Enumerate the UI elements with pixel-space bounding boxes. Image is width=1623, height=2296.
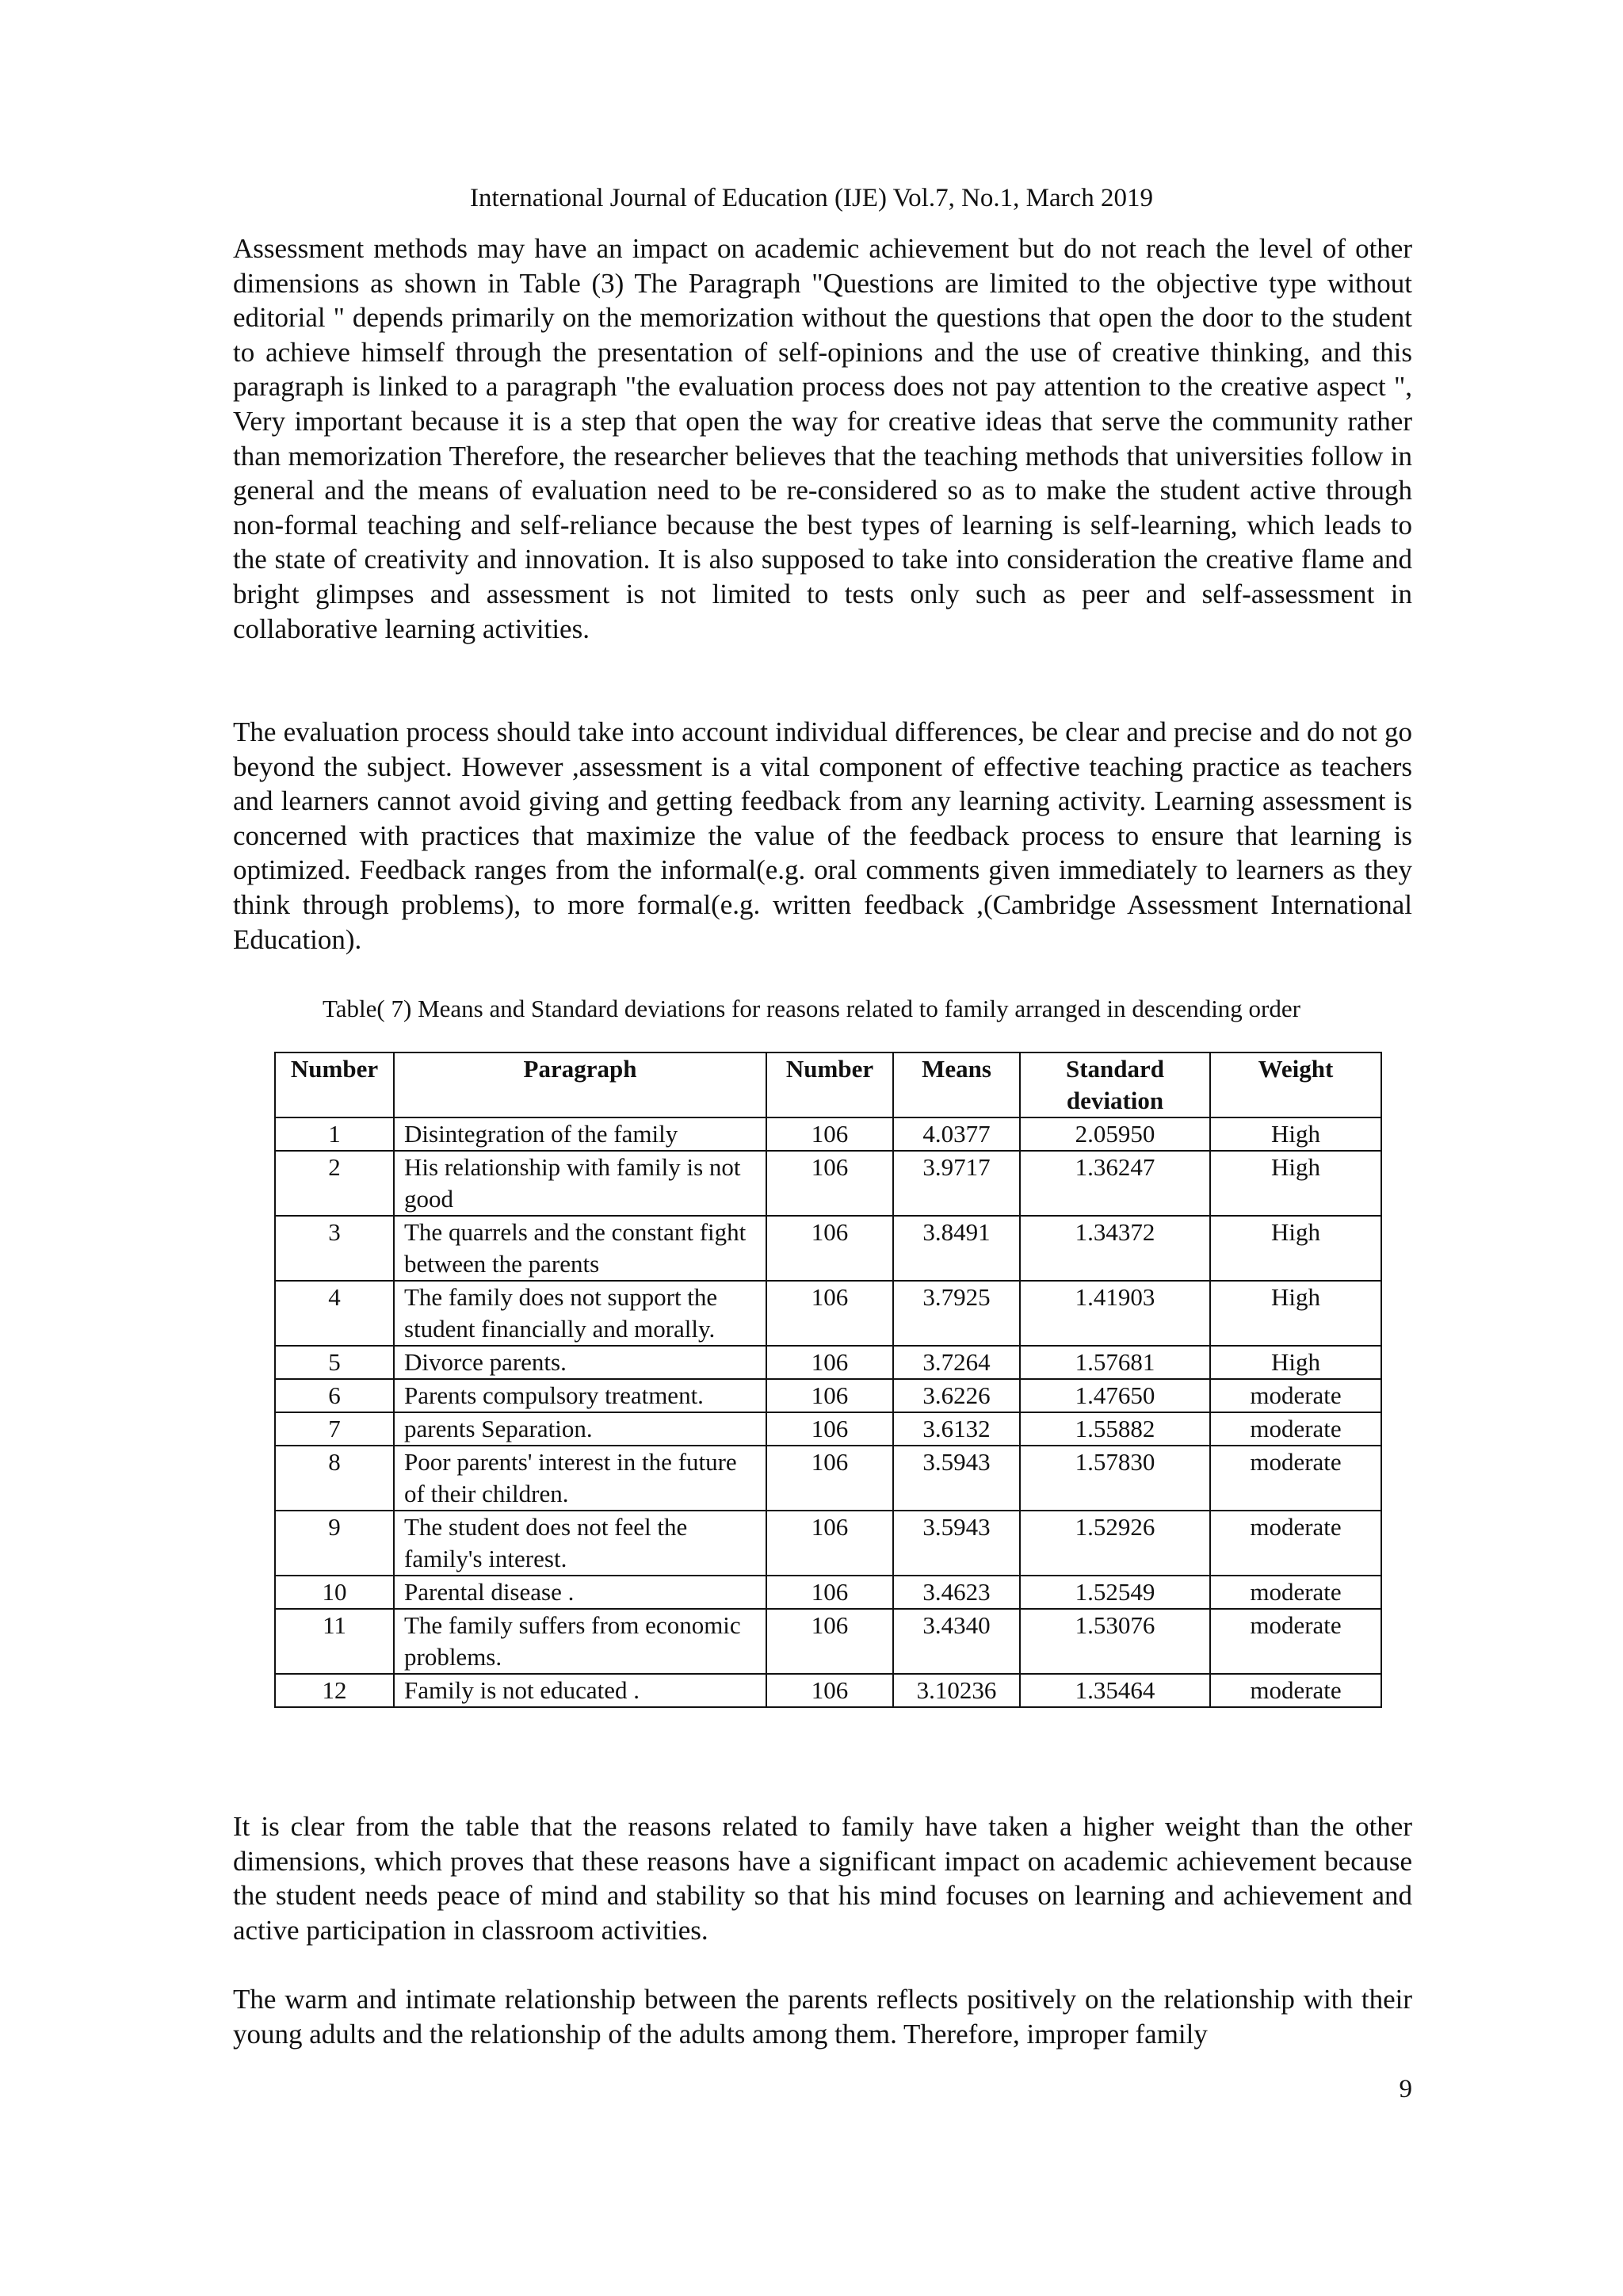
cell-weight: moderate [1210, 1412, 1381, 1446]
cell-mean: 3.10236 [893, 1674, 1020, 1707]
cell-sd: 1.57830 [1020, 1446, 1210, 1511]
table-row [275, 1379, 1381, 1412]
cell-sd: 1.47650 [1020, 1379, 1210, 1412]
cell-count: 106 [766, 1216, 893, 1281]
table-row [275, 1117, 1381, 1151]
cell-paragraph: His relationship with family is not good [394, 1151, 766, 1216]
cell-count: 106 [766, 1117, 893, 1151]
table-row [275, 1609, 1381, 1674]
table-row [275, 1281, 1381, 1346]
cell-count: 106 [766, 1576, 893, 1609]
cell-sd: 1.34372 [1020, 1216, 1210, 1281]
header-paragraph: Paragraph [394, 1052, 766, 1117]
cell-number: 8 [275, 1446, 394, 1511]
cell-mean: 3.5943 [893, 1511, 1020, 1576]
cell-mean: 3.6132 [893, 1412, 1020, 1446]
cell-mean: 3.6226 [893, 1379, 1020, 1412]
cell-count: 106 [766, 1674, 893, 1707]
cell-paragraph: The student does not feel the family's interest. [394, 1511, 766, 1576]
cell-number: 2 [275, 1151, 394, 1216]
cell-count: 106 [766, 1281, 893, 1346]
cell-sd: 1.35464 [1020, 1674, 1210, 1707]
cell-number: 6 [275, 1379, 394, 1412]
body-paragraph-evaluation-process: The evaluation process should take into account individual differences, be clear and precise and do not go beyond the subject. However ,assessment is a vital component of effective teaching practice as teachers and learners cannot avoid giving and getting feedback from any learning activity. Learning assessment is concerned with practices that maximize the value of the feedback process to ensure that learning is optimized. Feedback ranges from the informal(e.g. oral comments given immediately to learners as they think through problems), to more formal(e.g. written feedback ,(Cambridge Assessment International Education). [233, 716, 1412, 955]
body-paragraph-table-interpretation: It is clear from the table that the reasons related to family have taken a higher weight than the other dimensions, which proves that these reasons have a significant impact on academic achievement because the student needs peace of mind and stability so that his mind focuses on learning and achievement and active participation in classroom activities. [233, 1811, 1412, 1946]
cell-count: 106 [766, 1346, 893, 1379]
cell-paragraph: parents Separation. [394, 1412, 766, 1446]
body-paragraph-assessment-methods: Assessment methods may have an impact on academic achievement but do not reach the level of other dimensions as shown in Table (3) The Paragraph "Questions are limited to the objective type without editorial " depends primarily on the memorization without the questions that open the door to the student to achieve himself through the presentation of self-opinions and the use of creative thinking, and this paragraph is linked to a paragraph "the evaluation process does not pay attention to the creative aspect ", Very important because it is a step that open the way for creative ideas that serve the community rather than memorization Therefore, the researcher believes that the teaching methods that universities follow in general and the means of evaluation need to be re-considered so as to make the student active through non-formal teaching and self-reliance because the best types of learning is self-learning, which leads to the state of creativity and innovation. It is also supposed to take into consideration the creative flame and bright glimpses and assessment is not limited to tests only such as peer and self-assessment in collaborative learning activities. [233, 233, 1412, 644]
cell-paragraph: Poor parents' interest in the future of their children. [394, 1446, 766, 1511]
cell-weight: High [1210, 1216, 1381, 1281]
cell-paragraph: The quarrels and the constant fight between the parents [394, 1216, 766, 1281]
table-row [275, 1346, 1381, 1379]
header-count: Number [766, 1052, 893, 1117]
cell-number: 10 [275, 1576, 394, 1609]
cell-number: 7 [275, 1412, 394, 1446]
cell-weight: moderate [1210, 1576, 1381, 1609]
cell-sd: 1.52549 [1020, 1576, 1210, 1609]
cell-number: 4 [275, 1281, 394, 1346]
cell-paragraph: Parents compulsory treatment. [394, 1379, 766, 1412]
header-standard-deviation: Standard deviation [1020, 1052, 1210, 1117]
cell-weight: moderate [1210, 1609, 1381, 1674]
cell-paragraph: The family suffers from economic problems. [394, 1609, 766, 1674]
cell-mean: 3.5943 [893, 1446, 1020, 1511]
cell-sd: 2.05950 [1020, 1117, 1210, 1151]
cell-weight: moderate [1210, 1674, 1381, 1707]
cell-count: 106 [766, 1412, 893, 1446]
header-means: Means [893, 1052, 1020, 1117]
cell-sd: 1.57681 [1020, 1346, 1210, 1379]
cell-weight: moderate [1210, 1511, 1381, 1576]
header-number: Number [275, 1052, 394, 1117]
cell-sd: 1.53076 [1020, 1609, 1210, 1674]
cell-weight: High [1210, 1117, 1381, 1151]
cell-mean: 3.4340 [893, 1609, 1020, 1674]
cell-number: 12 [275, 1674, 394, 1707]
table-row [275, 1576, 1381, 1609]
cell-weight: High [1210, 1281, 1381, 1346]
cell-paragraph: The family does not support the student financially and morally. [394, 1281, 766, 1346]
cell-number: 11 [275, 1609, 394, 1674]
header-weight: Weight [1210, 1052, 1381, 1117]
body-paragraph-parent-relationship: The warm and intimate relationship between the parents reflects positively on the relationship with their young adults and the relationship of the adults among them. Therefore, improper family [233, 1984, 1412, 2050]
cell-sd: 1.41903 [1020, 1281, 1210, 1346]
cell-sd: 1.55882 [1020, 1412, 1210, 1446]
cell-weight: moderate [1210, 1379, 1381, 1412]
cell-weight: High [1210, 1346, 1381, 1379]
family-reasons-table [274, 1052, 1382, 1708]
table-row [275, 1151, 1381, 1216]
cell-mean: 4.0377 [893, 1117, 1020, 1151]
cell-number: 3 [275, 1216, 394, 1281]
cell-paragraph: Disintegration of the family [394, 1117, 766, 1151]
cell-mean: 3.7925 [893, 1281, 1020, 1346]
table-row [275, 1511, 1381, 1576]
cell-mean: 3.7264 [893, 1346, 1020, 1379]
cell-count: 106 [766, 1379, 893, 1412]
table-row [275, 1446, 1381, 1511]
cell-sd: 1.36247 [1020, 1151, 1210, 1216]
cell-paragraph: Divorce parents. [394, 1346, 766, 1379]
cell-paragraph: Parental disease . [394, 1576, 766, 1609]
cell-weight: moderate [1210, 1446, 1381, 1511]
running-header: International Journal of Education (IJE) Vol.7, No.1, March 2019 [469, 184, 1154, 212]
cell-mean: 3.8491 [893, 1216, 1020, 1281]
cell-mean: 3.9717 [893, 1151, 1020, 1216]
cell-weight: High [1210, 1151, 1381, 1216]
cell-number: 9 [275, 1511, 394, 1576]
table-caption: Table( 7) Means and Standard deviations for reasons related to family arranged in descending order [323, 995, 1300, 1022]
cell-count: 106 [766, 1511, 893, 1576]
table-row [275, 1674, 1381, 1707]
cell-sd: 1.52926 [1020, 1511, 1210, 1576]
cell-count: 106 [766, 1151, 893, 1216]
cell-count: 106 [766, 1609, 893, 1674]
cell-number: 1 [275, 1117, 394, 1151]
table-row [275, 1412, 1381, 1446]
cell-number: 5 [275, 1346, 394, 1379]
table-row [275, 1216, 1381, 1281]
page-number: 9 [1399, 2075, 1412, 2103]
cell-mean: 3.4623 [893, 1576, 1020, 1609]
cell-paragraph: Family is not educated . [394, 1674, 766, 1707]
table-header-row [275, 1052, 1381, 1117]
cell-count: 106 [766, 1446, 893, 1511]
